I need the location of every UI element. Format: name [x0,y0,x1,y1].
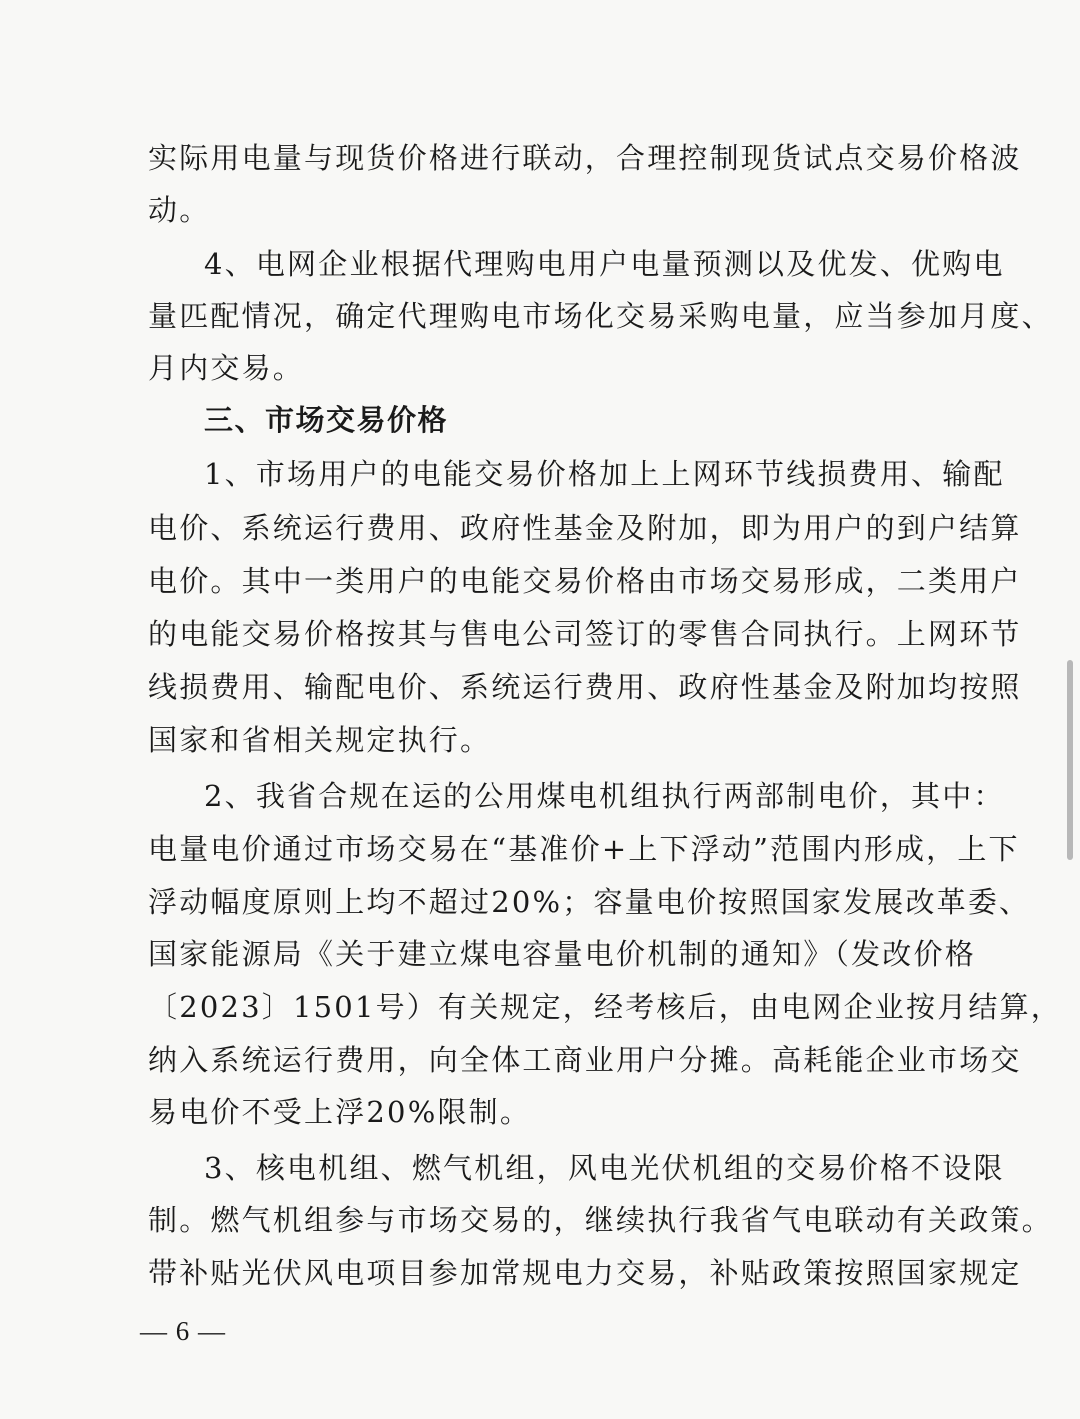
text-line: 月内交易。 [148,351,305,385]
vertical-scrollbar[interactable] [1067,660,1073,860]
paragraph-4-start: 4、电网企业根据代理购电用户电量预测以及优发、优购电 [204,247,1005,281]
text-line: 国家和省相关规定执行。 [148,723,492,757]
text-line: 线损费用、输配电价、系统运行费用、政府性基金及附加均按照 [148,670,1022,704]
text-line: 动。 [148,193,211,227]
text-line: 电量电价通过市场交易在“基准价+上下浮动”范围内形成，上下 [148,832,1020,866]
paragraph-1-start: 1、市场用户的电能交易价格加上上网环节线损费用、输配 [204,457,1005,491]
page-number: — 6 — [140,1316,226,1346]
text-line: 纳入系统运行费用，向全体工商业用户分摊。高耗能企业市场交 [148,1043,1022,1077]
text-line: 易电价不受上浮20%限制。 [148,1095,532,1129]
text-line: 电价、系统运行费用、政府性基金及附加，即为用户的到户结算 [148,511,1022,545]
paragraph-2-start: 2、我省合规在运的公用煤电机组执行两部制电价，其中： [204,779,1005,813]
text-line: 国家能源局《关于建立煤电容量电价机制的通知》（发改价格 [148,937,976,971]
text-line: 带补贴光伏风电项目参加常规电力交易，补贴政策按照国家规定 [148,1256,1022,1290]
text-line: 的电能交易价格按其与售电公司签订的零售合同执行。上网环节 [148,617,1022,651]
text-line: 制。燃气机组参与市场交易的，继续执行我省气电联动有关政策。 [148,1203,1053,1237]
text-line: 〔2023〕1501号）有关规定，经考核后，由电网企业按月结算， [148,990,1063,1024]
section-heading: 三、市场交易价格 [204,403,449,437]
text-line: 电价。其中一类用户的电能交易价格由市场交易形成，二类用户 [148,564,1022,598]
paragraph-3-start: 3、核电机组、燃气机组，风电光伏机组的交易价格不设限 [204,1151,1005,1185]
text-line: 实际用电量与现货价格进行联动，合理控制现货试点交易价格波 [148,141,1022,175]
text-line: 量匹配情况，确定代理购电市场化交易采购电量，应当参加月度、 [148,299,1053,333]
text-line: 浮动幅度原则上均不超过20%；容量电价按照国家发展改革委、 [148,885,1031,919]
